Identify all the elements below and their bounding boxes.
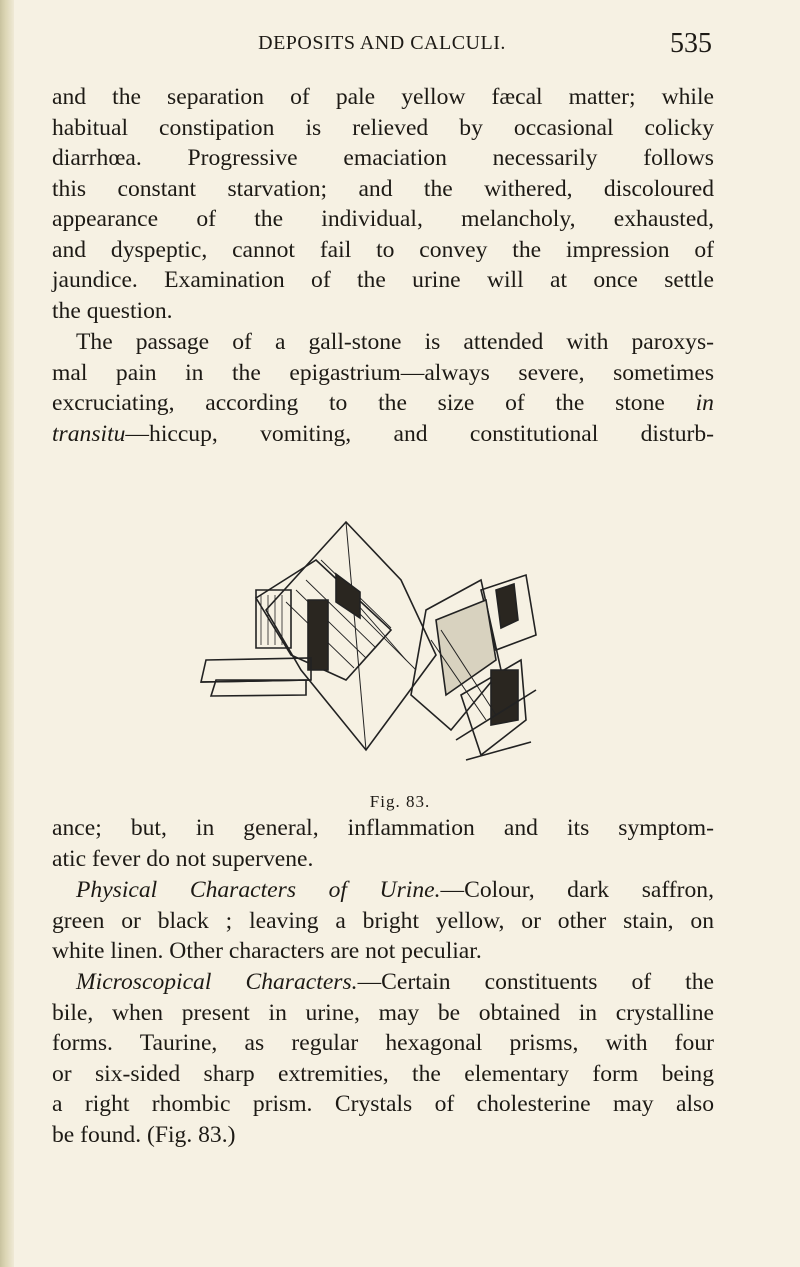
text-line: appearance of the individual, melancholy, exhausted,: [52, 206, 714, 232]
text-line: green or black ; leaving a bright yellow, or other stain, on: [52, 907, 714, 934]
text-line: [52, 388, 714, 419]
text-line: be found. (Fig. 83.): [52, 1121, 236, 1148]
text-line: [52, 419, 714, 450]
text-line: a right rhombic prism. Crystals of cholesterine may also: [52, 1091, 714, 1117]
text-line: forms. Taurine, as regular hexagonal prisms, with four: [52, 1030, 714, 1056]
text-line: and dyspeptic, cannot fail to convey the impression of: [52, 236, 714, 263]
figure-caption: Fig. 83.: [369, 792, 431, 811]
page-number: 535: [670, 28, 712, 59]
text-line: ance; but, in general, inflammation and its symptom-: [52, 815, 714, 841]
cholesterine-crystals-figure: [196, 520, 606, 770]
text-run: excruciating, according to the size of the stone: [52, 390, 665, 416]
text-line: The passage of a gall-stone is attended with paroxys-: [76, 329, 714, 355]
text-line: diarrhœa. Progressive emaciation necessarily follows: [52, 145, 714, 171]
text-line: mal pain in the epigastrium—always severe, sometimes: [52, 359, 714, 386]
text-run: —Certain constituents of the: [357, 969, 714, 995]
paragraph-5: [52, 967, 714, 1150]
text-run: —hiccup, vomiting, and constitutional disturb-: [125, 420, 714, 447]
text-line: the question.: [52, 297, 173, 324]
paragraph-3: [52, 813, 714, 874]
text-line: [52, 967, 714, 998]
paragraph-1: [52, 82, 714, 326]
text-line: jaundice. Examination of the urine will at once settle: [52, 267, 714, 293]
text-line: or six-sided sharp extremities, the elementary form being: [52, 1060, 714, 1087]
text-line: [52, 875, 714, 906]
text-run: —Colour, dark saffron,: [440, 877, 714, 903]
italic-text: transitu: [52, 420, 126, 447]
text-line: and the separation of pale yellow fæcal matter; while: [52, 84, 714, 110]
italic-heading: Microscopical Characters.: [76, 969, 358, 995]
running-head: [52, 30, 712, 64]
paragraph-2: [52, 327, 714, 449]
text-line: bile, when present in urine, may be obtained in crystalline: [52, 999, 714, 1026]
italic-heading: Physical Characters of Urine.: [76, 877, 441, 903]
text-line: atic fever do not supervene.: [52, 845, 314, 872]
text-line: habitual constipation is relieved by occasional colicky: [52, 114, 714, 141]
running-title: DEPOSITS AND CALCULI.: [258, 32, 506, 54]
italic-text: in: [695, 390, 714, 416]
text-line: white linen. Other characters are not peculiar.: [52, 938, 482, 964]
paragraph-4: [52, 875, 714, 967]
text-line: this constant starvation; and the withered, discoloured: [52, 175, 714, 202]
